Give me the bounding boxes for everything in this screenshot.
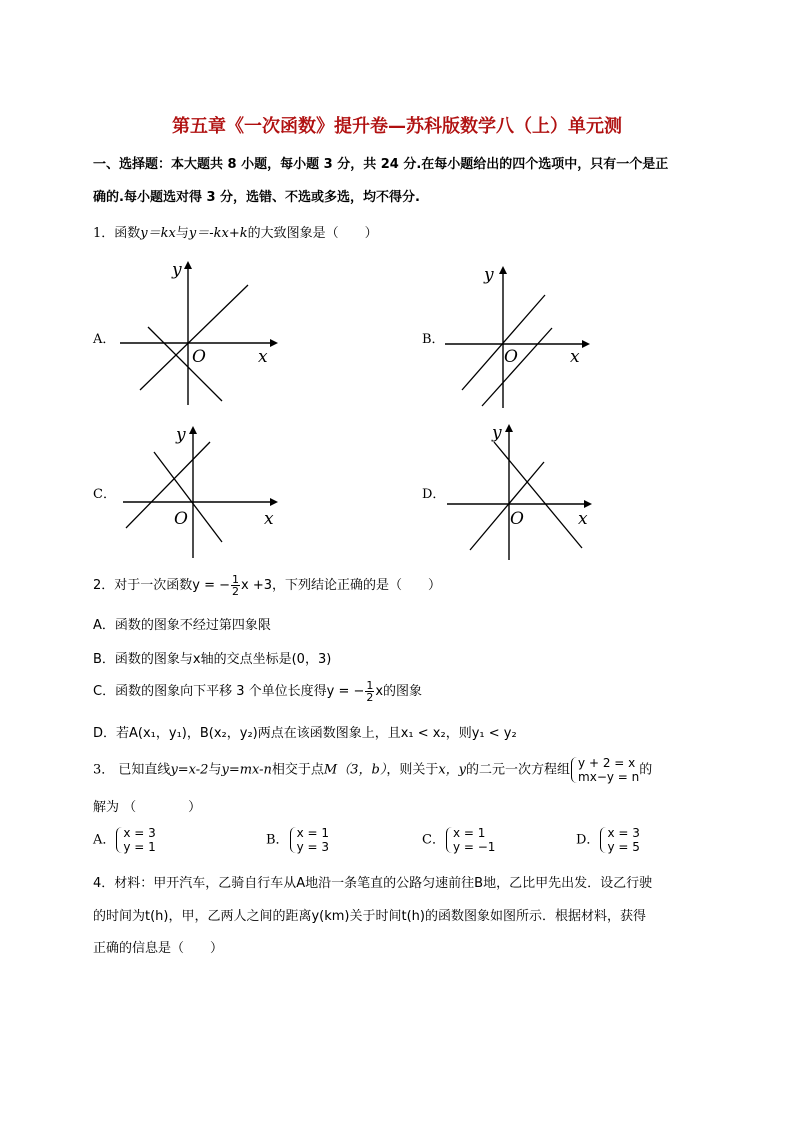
question-3-system: y + 2 = x mx−y = n [570, 756, 639, 784]
question-3-line2: y=mx-n [221, 762, 272, 778]
question-3-mid4: 的二元一次方程组 [466, 762, 571, 778]
question-4-line3: 正确的信息是（ ） [93, 941, 224, 956]
section-heading-line1: 一、选择题：本大题共 8 小题，每小题 3 分，共 24 分.在每小题给出的四个选项中，只有一个是正 [93, 157, 669, 172]
question-3-vars: x，y [438, 762, 467, 778]
q2-option-b: B．函数的图象与x轴的交点坐标是(0，3) [93, 652, 332, 667]
q3-option-a: A． x = 3 y = 1 [93, 826, 156, 854]
question-3-number: 3． [93, 762, 115, 778]
question-3-point: M（3，b） [323, 762, 387, 778]
question-3-line1: y=x-2 [170, 762, 209, 778]
q2-option-c [93, 680, 422, 703]
q1c-y-label: y [176, 425, 186, 445]
q3-option-c: C． x = 1 y = −1 [422, 826, 496, 854]
q1b-y-label: y [484, 265, 494, 285]
q1d-x-label: x [578, 509, 588, 529]
q1-option-d-label: D． [422, 487, 446, 502]
question-3-end: 的 [639, 762, 653, 778]
q2-option-c-pre: C．函数的图象向下平移 3 个单位长度得y = − [93, 684, 365, 699]
q1-option-b-label: B． [422, 332, 445, 347]
question-3-mid1: 与 [208, 762, 222, 778]
question-3-mid3: ，则关于 [386, 762, 439, 778]
page-title: 第五章《一次函数》提升卷—苏科版数学八（上）单元测 [172, 116, 622, 137]
question-2-pre: 对于一次函数y = − [114, 578, 231, 593]
q1c-origin-label: O [174, 509, 188, 529]
question-2-stem [93, 574, 441, 597]
question-3-stem [93, 756, 652, 784]
question-4-line1: 4．材料：甲开汽车，乙骑自行车从A地沿一条笔直的公路匀速前往B地，乙比甲先出发．设乙行驶 [93, 876, 653, 891]
q1-option-a-label: A． [93, 332, 116, 347]
q1d-origin-label: O [510, 509, 524, 529]
q1a-y-label: y [172, 260, 182, 280]
q1-option-c-graph [118, 420, 283, 560]
q2-option-a: A．函数的图象不经过第四象限 [93, 618, 271, 633]
q1a-origin-label: O [192, 347, 206, 367]
question-1-text-a: 函数 [114, 226, 141, 241]
q1b-origin-label: O [504, 347, 518, 367]
q1a-x-label: x [258, 347, 268, 367]
question-1-expr2: y＝-kx+k [188, 226, 248, 241]
question-2-post: x +3，下列结论正确的是（ ） [241, 578, 442, 593]
q1c-x-label: x [264, 509, 274, 529]
q2-option-c-fraction: $\frac{1}{2}$ [366, 679, 374, 704]
question-1-number: 1． [93, 226, 115, 241]
question-3-pre: 已知直线 [118, 762, 171, 778]
question-3-line2: 解为 （ ） [93, 800, 202, 815]
question-1-text-c: 的大致图象是（ ） [247, 226, 378, 241]
q2-option-d: D．若A(x₁，y₁)，B(x₂，y₂)两点在该函数图象上，且x₁ < x₂，则y₁ < y₂ [93, 726, 517, 741]
q1-option-c-label: C． [93, 487, 116, 502]
question-1-stem [93, 222, 378, 241]
q1-option-b-graph [440, 260, 600, 410]
question-2-number: 2． [93, 578, 115, 593]
question-1-text-b: 与 [175, 226, 189, 241]
q2-option-c-post: x的图象 [375, 684, 423, 699]
question-4-line2: 的时间为t(h)，甲，乙两人之间的距离y(km)关于时间t(h)的函数图象如图所示．根据材料，获得 [93, 909, 646, 924]
q1-option-a-graph [110, 255, 280, 410]
q1-option-d-graph [442, 418, 602, 563]
question-1-expr1: y＝kx [140, 226, 176, 241]
q3-option-b: B． x = 1 y = 3 [266, 826, 329, 854]
q1b-x-label: x [570, 347, 580, 367]
q1d-y-label: y [492, 423, 502, 443]
question-3-mid2: 相交于点 [271, 762, 324, 778]
question-2-fraction: $\frac{1}{2}$ [232, 573, 240, 598]
section-heading-line2: 确的.每小题选对得 3 分，选错、不选或多选，均不得分. [93, 190, 420, 205]
q3-option-d: D． x = 3 y = 5 [576, 826, 640, 854]
